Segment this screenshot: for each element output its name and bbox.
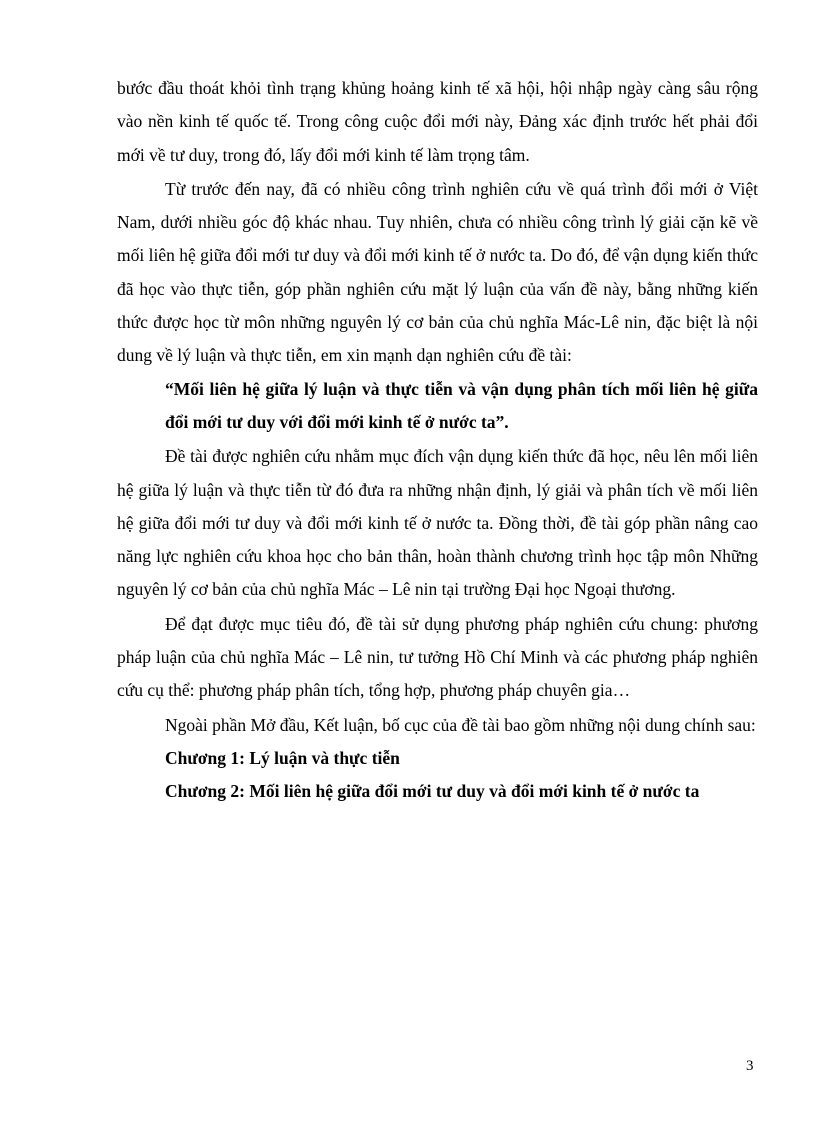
paragraph-structure-intro: Ngoài phần Mở đầu, Kết luận, bố cục của đề tài bao gồm những nội dung chính sau: [165,714,756,735]
paragraph-research-methods: Để đạt được mục tiêu đó, đề tài sử dụng phương pháp nghiên cứu chung: phương pháp luận của chủ nghĩa Mác – Lê nin, tư tưởng Hồ Chí Minh và các phương pháp nghiên cứu cụ thể: phương pháp phân tích, tổng hợp, phương pháp chuyên gia… [117,613,758,701]
paragraph-intro-continuation: bước đầu thoát khỏi tình trạng khủng hoảng kinh tế xã hội, hội nhập ngày càng sâu rộng vào nền kinh tế quốc tế. Trong công cuộc đổi mới này, Đảng xác định trước hết phải đổi mới về tư duy, trong đó, lấy đổi mới kinh tế làm trọng tâm. [117,78,758,165]
page-number: 3 [746,1058,754,1074]
paragraph-research-context: Từ trước đến nay, đã có nhiều công trình nghiên cứu về quá trình đổi mới ở Việt Nam, dưới nhiều góc độ khác nhau. Tuy nhiên, chưa có nhiều công trình lý giải cặn kẽ về mối liên hệ giữa đổi mới tư duy và đổi mới kinh tế ở nước ta. Do đó, để vận dụng kiến thức đã học vào thực tiễn, góp phần nghiên cứu mặt lý luận của vấn đề này, bằng những kiến thức được học từ môn những nguyên lý cơ bản của chủ nghĩa Mác-Lê nin, đặc biệt là nội dung về lý luận và thực tiễn, em xin mạnh dạn nghiên cứu đề tài: [117,178,758,366]
paragraph-research-purpose: Đề tài được nghiên cứu nhằm mục đích vận dụng kiến thức đã học, nêu lên mối liên hệ giữa lý luận và thực tiễn từ đó đưa ra những nhận định, lý giải và phân tích về mối liên hệ giữa đổi mới tư duy và đổi mới kinh tế ở nước ta. Đồng thời, đề tài góp phần nâng cao năng lực nghiên cứu khoa học cho bản thân, hoàn thành chương trình học tập môn Những nguyên lý cơ bản của chủ nghĩa Mác – Lê nin tại trường Đại học Ngoại thương. [117,446,758,600]
page-body [117,72,758,809]
research-topic-title: “Mối liên hệ giữa lý luận và thực tiễn và vận dụng phân tích mối liên hệ giữa đổi mới tư duy với đổi mới kinh tế ở nước ta”. [165,378,758,432]
chapter-1-heading: Chương 1: Lý luận và thực tiễn [165,747,400,768]
chapter-2-heading: Chương 2: Mối liên hệ giữa đổi mới tư duy và đổi mới kinh tế ở nước ta [165,781,700,802]
